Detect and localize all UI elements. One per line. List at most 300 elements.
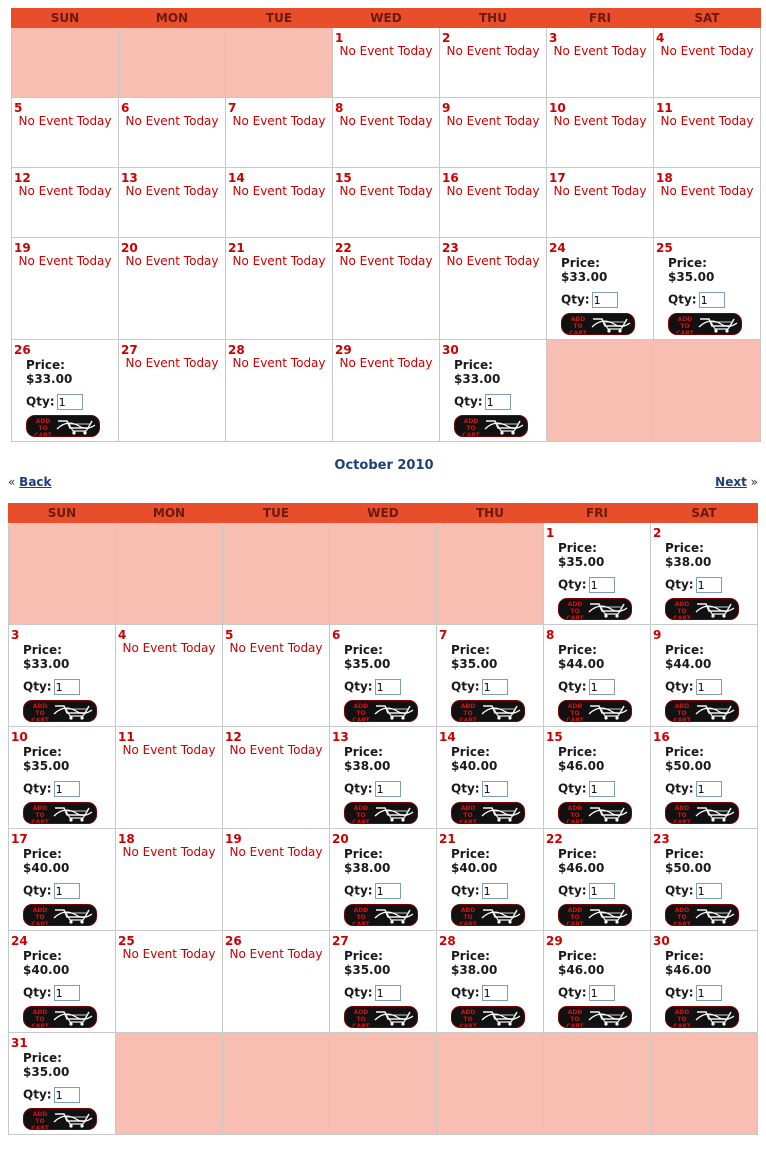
qty-label: Qty:: [23, 781, 52, 796]
qty-row: [665, 985, 722, 1001]
day-number: 22: [546, 832, 563, 846]
add-to-cart-button[interactable]: [451, 700, 525, 722]
add-to-cart-button[interactable]: [558, 904, 632, 926]
next-nav: [715, 475, 758, 489]
price-label: Price:: [665, 745, 704, 759]
qty-row: [665, 577, 722, 593]
day-cell-6: [119, 98, 226, 168]
price-value: $38.00: [665, 555, 712, 569]
add-to-cart-line2: CART: [352, 1023, 370, 1028]
no-event-text: No Event Today: [229, 845, 323, 859]
no-event-text: No Event Today: [122, 743, 216, 757]
add-to-cart-button[interactable]: [561, 313, 635, 335]
price-label: Price:: [561, 256, 600, 270]
no-event-text: No Event Today: [553, 44, 647, 58]
price-value: $33.00: [23, 657, 70, 671]
add-to-cart-line2: CART: [31, 717, 49, 722]
day-number: 3: [549, 31, 558, 45]
qty-input[interactable]: [375, 985, 401, 1001]
day-cell-11: [654, 98, 761, 168]
day-number: 18: [118, 832, 135, 846]
add-to-cart-line1: ADD TO: [677, 316, 693, 330]
add-to-cart-line2: CART: [352, 717, 370, 722]
week-row: [12, 340, 761, 442]
qty-input[interactable]: [482, 883, 508, 899]
price-label: Price:: [23, 1051, 62, 1065]
qty-label: Qty:: [665, 577, 694, 592]
qty-row: [344, 679, 401, 695]
day-cell-31: [9, 1033, 116, 1135]
qty-label: Qty:: [454, 394, 483, 409]
add-to-cart-button[interactable]: [665, 598, 739, 620]
day-cell-22: [333, 238, 440, 340]
empty-day-cell: [9, 523, 116, 625]
day-cell-24: [9, 931, 116, 1033]
day-cell-23: [440, 238, 547, 340]
add-to-cart-line2: CART: [459, 921, 477, 926]
add-to-cart-line1: ADD TO: [32, 805, 48, 819]
qty-row: [451, 781, 508, 797]
qty-label: Qty:: [344, 679, 373, 694]
add-to-cart-line1: ADD TO: [674, 1009, 690, 1023]
price-label: Price:: [558, 847, 597, 861]
qty-label: Qty:: [451, 679, 480, 694]
empty-day-cell: [116, 523, 223, 625]
qty-input[interactable]: [699, 292, 725, 308]
price-value: $35.00: [344, 657, 391, 671]
no-event-text: No Event Today: [122, 947, 216, 961]
no-event-text: No Event Today: [553, 114, 647, 128]
add-to-cart-line1: ADD TO: [463, 418, 479, 432]
day-cell-14: [437, 727, 544, 829]
qty-input[interactable]: [589, 883, 615, 899]
qty-row: [665, 679, 722, 695]
add-to-cart-line1: ADD TO: [567, 805, 583, 819]
day-cell-26: [12, 340, 119, 442]
qty-row: [454, 394, 511, 410]
add-to-cart-line2: CART: [566, 819, 584, 824]
day-number: 8: [546, 628, 555, 642]
add-to-cart-text: [29, 1009, 51, 1028]
price-value: $40.00: [23, 861, 70, 875]
week-row: [12, 238, 761, 340]
day-number: 19: [14, 241, 31, 255]
empty-day-cell: [223, 523, 330, 625]
add-to-cart-button[interactable]: [23, 1108, 97, 1130]
month-title: October 2010: [334, 458, 434, 473]
day-cell-19: [223, 829, 330, 931]
day-number: 6: [332, 628, 341, 642]
back-nav: [8, 475, 52, 489]
weekday-header-row: [9, 504, 758, 523]
add-to-cart-button[interactable]: [23, 904, 97, 926]
qty-label: Qty:: [451, 883, 480, 898]
add-to-cart-line1: ADD TO: [353, 805, 369, 819]
add-to-cart-button[interactable]: [23, 802, 97, 824]
qty-input[interactable]: [54, 679, 80, 695]
price-label: Price:: [451, 949, 490, 963]
qty-label: Qty:: [668, 292, 697, 307]
price-label: Price:: [665, 541, 704, 555]
week-row: [9, 931, 758, 1033]
no-event-text: No Event Today: [232, 254, 326, 268]
day-number: 7: [439, 628, 448, 642]
day-cell-20: [119, 238, 226, 340]
day-number: 14: [228, 171, 245, 185]
price-label: Price:: [451, 643, 490, 657]
day-cell-13: [330, 727, 437, 829]
qty-label: Qty:: [558, 985, 587, 1000]
add-to-cart-text: [674, 316, 696, 335]
weekday-header-wed: WED: [333, 9, 440, 28]
add-to-cart-button[interactable]: [344, 700, 418, 722]
day-cell-8: [544, 625, 651, 727]
qty-input[interactable]: [54, 985, 80, 1001]
qty-label: Qty:: [665, 985, 694, 1000]
cart-icon: [590, 315, 632, 333]
empty-day-cell: [119, 28, 226, 98]
cart-icon: [52, 702, 94, 720]
day-cell-27: [119, 340, 226, 442]
no-event-text: No Event Today: [339, 184, 433, 198]
no-event-text: No Event Today: [660, 184, 754, 198]
day-cell-23: [651, 829, 758, 931]
cart-icon: [587, 702, 629, 720]
day-number: 2: [653, 526, 662, 540]
add-to-cart-button[interactable]: [665, 802, 739, 824]
qty-label: Qty:: [26, 394, 55, 409]
price-block: [558, 541, 604, 569]
empty-day-cell: [544, 1033, 651, 1135]
add-to-cart-button[interactable]: [665, 904, 739, 926]
no-event-text: No Event Today: [232, 114, 326, 128]
back-link[interactable]: Back: [19, 475, 52, 489]
qty-label: Qty:: [451, 781, 480, 796]
empty-day-cell: [12, 28, 119, 98]
qty-row: [23, 883, 80, 899]
add-to-cart-line1: ADD TO: [353, 907, 369, 921]
day-cell-1: [333, 28, 440, 98]
no-event-text: No Event Today: [339, 114, 433, 128]
month-navigation: [8, 456, 760, 490]
qty-label: Qty:: [23, 1087, 52, 1102]
price-value: $46.00: [558, 861, 605, 875]
price-value: $33.00: [26, 372, 73, 386]
day-cell-12: [12, 168, 119, 238]
price-value: $33.00: [561, 270, 608, 284]
cart-icon: [697, 315, 739, 333]
day-cell-2: [651, 523, 758, 625]
day-number: 5: [14, 101, 23, 115]
price-block: [665, 949, 711, 977]
price-block: [665, 541, 711, 569]
add-to-cart-text: [564, 1009, 586, 1028]
qty-input[interactable]: [589, 781, 615, 797]
no-event-text: No Event Today: [122, 845, 216, 859]
calendar-previous-month: [11, 8, 761, 442]
week-row: [9, 829, 758, 931]
day-number: 26: [14, 343, 31, 357]
day-number: 11: [656, 101, 673, 115]
cart-icon: [694, 1008, 736, 1026]
day-number: 20: [332, 832, 349, 846]
add-to-cart-line1: ADD TO: [32, 1009, 48, 1023]
qty-row: [558, 781, 615, 797]
weekday-header-mon: MON: [116, 504, 223, 523]
no-event-text: No Event Today: [339, 356, 433, 370]
qty-input[interactable]: [54, 1087, 80, 1103]
qty-row: [344, 781, 401, 797]
day-number: 21: [228, 241, 245, 255]
qty-input[interactable]: [485, 394, 511, 410]
add-to-cart-text: [564, 703, 586, 722]
price-label: Price:: [665, 643, 704, 657]
qty-input[interactable]: [482, 679, 508, 695]
cart-icon: [480, 1008, 522, 1026]
next-link[interactable]: Next: [715, 475, 747, 489]
day-cell-16: [440, 168, 547, 238]
add-to-cart-line1: ADD TO: [567, 1009, 583, 1023]
price-block: [344, 847, 390, 875]
day-cell-10: [9, 727, 116, 829]
empty-day-cell: [437, 1033, 544, 1135]
cart-icon: [587, 906, 629, 924]
add-to-cart-line1: ADD TO: [35, 418, 51, 432]
day-number: 27: [332, 934, 349, 948]
qty-input[interactable]: [482, 985, 508, 1001]
day-cell-4: [116, 625, 223, 727]
cart-icon: [587, 804, 629, 822]
day-cell-17: [9, 829, 116, 931]
no-event-text: No Event Today: [446, 184, 540, 198]
add-to-cart-button[interactable]: [344, 1006, 418, 1028]
add-to-cart-line2: CART: [462, 432, 480, 437]
price-label: Price:: [558, 745, 597, 759]
qty-label: Qty:: [558, 883, 587, 898]
day-number: 31: [11, 1036, 28, 1050]
add-to-cart-line1: ADD TO: [460, 805, 476, 819]
day-number: 28: [439, 934, 456, 948]
price-value: $46.00: [665, 963, 712, 977]
add-to-cart-line1: ADD TO: [32, 907, 48, 921]
price-block: [23, 1051, 69, 1079]
price-label: Price:: [558, 541, 597, 555]
day-cell-3: [9, 625, 116, 727]
no-event-text: No Event Today: [18, 254, 112, 268]
add-to-cart-text: [671, 907, 693, 926]
day-number: 16: [442, 171, 459, 185]
day-cell-7: [437, 625, 544, 727]
add-to-cart-button[interactable]: [344, 802, 418, 824]
price-label: Price:: [558, 643, 597, 657]
add-to-cart-button[interactable]: [344, 904, 418, 926]
price-label: Price:: [451, 745, 490, 759]
qty-input[interactable]: [54, 781, 80, 797]
week-row: [12, 28, 761, 98]
cart-icon: [694, 804, 736, 822]
no-event-text: No Event Today: [446, 254, 540, 268]
qty-label: Qty:: [23, 883, 52, 898]
day-cell-25: [654, 238, 761, 340]
add-to-cart-line2: CART: [352, 921, 370, 926]
price-label: Price:: [454, 358, 493, 372]
weekday-header-sun: SUN: [9, 504, 116, 523]
cart-icon: [694, 906, 736, 924]
price-value: $35.00: [558, 555, 605, 569]
week-row: [9, 523, 758, 625]
back-arrow: «: [8, 475, 16, 489]
add-to-cart-button[interactable]: [558, 700, 632, 722]
weekday-header-fri: FRI: [544, 504, 651, 523]
day-number: 30: [442, 343, 459, 357]
add-to-cart-line2: CART: [566, 615, 584, 620]
no-event-text: No Event Today: [232, 184, 326, 198]
price-block: [665, 643, 711, 671]
day-number: 26: [225, 934, 242, 948]
add-to-cart-line1: ADD TO: [353, 1009, 369, 1023]
add-to-cart-button[interactable]: [23, 700, 97, 722]
price-label: Price:: [23, 643, 62, 657]
week-row: [12, 98, 761, 168]
qty-input[interactable]: [696, 781, 722, 797]
add-to-cart-button[interactable]: [454, 415, 528, 437]
qty-input[interactable]: [375, 679, 401, 695]
weekday-header-fri: FRI: [547, 9, 654, 28]
qty-row: [451, 883, 508, 899]
cart-icon: [480, 906, 522, 924]
price-block: [23, 949, 69, 977]
add-to-cart-text: [564, 601, 586, 620]
add-to-cart-line1: ADD TO: [32, 1111, 48, 1125]
add-to-cart-text: [457, 907, 479, 926]
qty-row: [23, 781, 80, 797]
day-number: 25: [118, 934, 135, 948]
day-number: 29: [335, 343, 352, 357]
add-to-cart-button[interactable]: [26, 415, 100, 437]
day-cell-20: [330, 829, 437, 931]
empty-day-cell: [330, 1033, 437, 1135]
qty-input[interactable]: [696, 679, 722, 695]
qty-input[interactable]: [696, 883, 722, 899]
cart-icon: [694, 702, 736, 720]
add-to-cart-button[interactable]: [558, 598, 632, 620]
day-cell-21: [226, 238, 333, 340]
day-cell-22: [544, 829, 651, 931]
weekday-header-thu: THU: [437, 504, 544, 523]
qty-input[interactable]: [592, 292, 618, 308]
add-to-cart-button[interactable]: [665, 700, 739, 722]
qty-input[interactable]: [589, 577, 615, 593]
no-event-text: No Event Today: [446, 114, 540, 128]
qty-row: [23, 985, 80, 1001]
qty-row: [668, 292, 725, 308]
empty-day-cell: [226, 28, 333, 98]
price-label: Price:: [344, 745, 383, 759]
add-to-cart-line2: CART: [31, 1125, 49, 1130]
add-to-cart-button[interactable]: [451, 802, 525, 824]
add-to-cart-text: [350, 907, 372, 926]
add-to-cart-button[interactable]: [451, 904, 525, 926]
qty-label: Qty:: [558, 781, 587, 796]
add-to-cart-line2: CART: [34, 432, 52, 437]
add-to-cart-text: [564, 805, 586, 824]
day-number: 17: [11, 832, 28, 846]
add-to-cart-button[interactable]: [668, 313, 742, 335]
add-to-cart-button[interactable]: [558, 802, 632, 824]
add-to-cart-button[interactable]: [665, 1006, 739, 1028]
price-value: $44.00: [558, 657, 605, 671]
add-to-cart-text: [350, 703, 372, 722]
weekday-header-thu: THU: [440, 9, 547, 28]
cart-icon: [52, 906, 94, 924]
add-to-cart-button[interactable]: [558, 1006, 632, 1028]
price-value: $35.00: [344, 963, 391, 977]
no-event-text: No Event Today: [339, 44, 433, 58]
day-cell-9: [440, 98, 547, 168]
qty-input[interactable]: [57, 394, 83, 410]
cart-icon: [373, 906, 415, 924]
add-to-cart-text: [671, 805, 693, 824]
add-to-cart-line1: ADD TO: [460, 907, 476, 921]
add-to-cart-button[interactable]: [23, 1006, 97, 1028]
weekday-header-tue: TUE: [223, 504, 330, 523]
qty-input[interactable]: [375, 781, 401, 797]
add-to-cart-text: [564, 907, 586, 926]
qty-input[interactable]: [54, 883, 80, 899]
day-cell-7: [226, 98, 333, 168]
day-number: 9: [442, 101, 451, 115]
price-value: $35.00: [451, 657, 498, 671]
price-value: $40.00: [451, 759, 498, 773]
qty-input[interactable]: [696, 985, 722, 1001]
day-number: 29: [546, 934, 563, 948]
day-cell-28: [226, 340, 333, 442]
qty-input[interactable]: [696, 577, 722, 593]
no-event-text: No Event Today: [125, 184, 219, 198]
add-to-cart-text: [29, 907, 51, 926]
price-label: Price:: [23, 745, 62, 759]
add-to-cart-text: [29, 703, 51, 722]
no-event-text: No Event Today: [125, 254, 219, 268]
qty-input[interactable]: [589, 679, 615, 695]
add-to-cart-button[interactable]: [451, 1006, 525, 1028]
add-to-cart-text: [671, 601, 693, 620]
week-row: [9, 727, 758, 829]
qty-row: [665, 883, 722, 899]
calendar-october-2010: [8, 503, 758, 1135]
cart-icon: [52, 1110, 94, 1128]
day-number: 20: [121, 241, 138, 255]
add-to-cart-text: [29, 1111, 51, 1130]
price-value: $38.00: [344, 861, 391, 875]
price-value: $44.00: [665, 657, 712, 671]
qty-row: [558, 679, 615, 695]
qty-row: [344, 985, 401, 1001]
day-number: 24: [549, 241, 566, 255]
qty-input[interactable]: [589, 985, 615, 1001]
qty-input[interactable]: [482, 781, 508, 797]
day-number: 12: [14, 171, 31, 185]
qty-input[interactable]: [375, 883, 401, 899]
no-event-text: No Event Today: [18, 114, 112, 128]
qty-row: [344, 883, 401, 899]
price-block: [23, 643, 69, 671]
no-event-text: No Event Today: [339, 254, 433, 268]
day-cell-24: [547, 238, 654, 340]
qty-label: Qty:: [344, 985, 373, 1000]
price-block: [451, 847, 497, 875]
add-to-cart-line1: ADD TO: [674, 907, 690, 921]
